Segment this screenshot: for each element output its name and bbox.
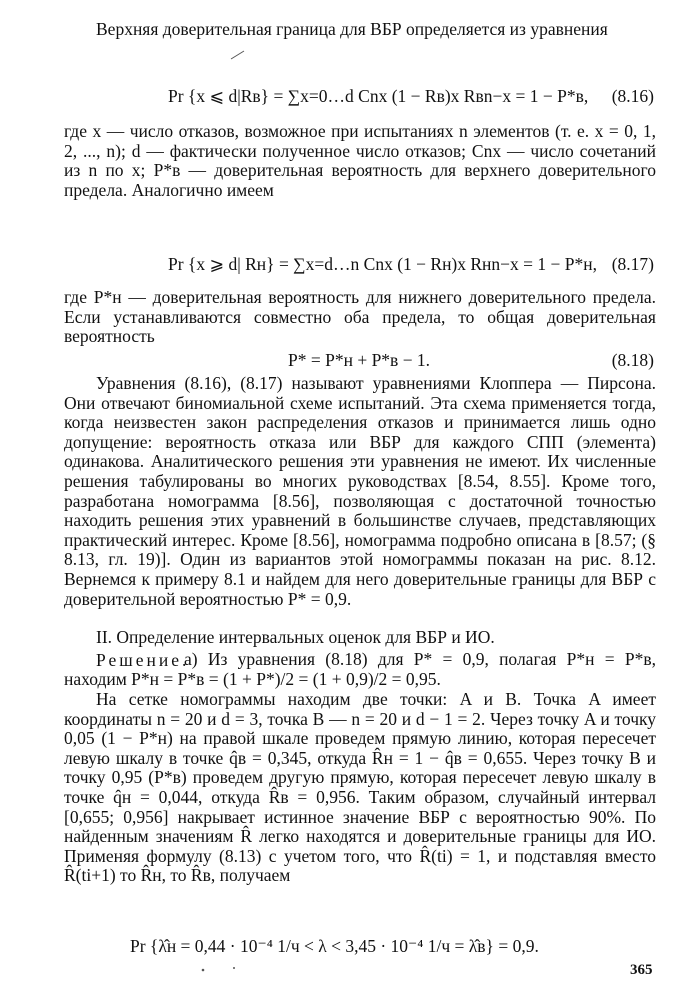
heading-section-II: II. Определение интервальных оценок для ВБР и ИО. — [96, 627, 495, 647]
equation-8-16: Pr {x ⩽ d|Rв} = ∑x=0…d Cnx (1 − Rв)x Rвn−x = 1 − P*в, — [168, 86, 589, 106]
scan-speck — [198, 962, 238, 976]
solution-label: Решение. — [96, 650, 190, 670]
paragraph-2: где x — число отказов, возможное при испытаниях n элементов (т. е. x = 0, 1, 2, ..., n); d — фактически полученное число отказов; Cnx — число сочетаний из n по x; P*в — доверительная вероятность для верхнего доверительного предела. Аналогично имеем — [64, 121, 656, 200]
paragraph-4: Уравнения (8.16), (8.17) называют уравнениями Клоппера — Пирсона. Они отвечают биномиальной схеме испытаний. Эта схема применяется тогда, когда неизвестен закон распределения отказов и принимается лишь одно допущение: вероятность отказа или ВБР для каждого СПП (элемента) одинакова. Аналитического решения эти уравнения не имеют. Их численные решения табулированы во многих руководствах [8.54, 8.55]. Кроме того, разработана номограмма [8.56], позволяющая с достаточной точностью находить решения этих уравнений в большинстве случаев, представляющих практический интерес. Кроме [8.56], номограмма подробно описана в [8.57; (§ 8.13, гл. 19)]. Один из вариантов этой номограммы показан на рис. 8.12. Вернемся к примеру 8.1 и найдем для него доверительные границы для ВБР с доверительной вероятностью P* = 0,9. — [64, 373, 656, 609]
equation-8-17: Pr {x ⩾ d| Rн} = ∑x=d…n Cnx (1 − Rн)x Rнn−x = 1 − P*н, — [168, 254, 598, 274]
scan-speck — [230, 50, 246, 60]
paragraph-3: где P*н — доверительная вероятность для нижнего доверительного предела. Если устанавливаются совместно оба предела, то общая доверительная вероятность — [64, 287, 656, 347]
page-number: 365 — [630, 962, 653, 978]
paragraph-6: На сетке номограммы находим две точки: A и B. Точка A имеет координаты n = 20 и d = 3, точка B — n = 20 и d − 1 = 2. Через точку A и точку 0,05 (1 − P*н) на правой шкале проведем прямую линию, которая пересечет левую шкалу в точке q̂в = 0,345, откуда R̂н = 1 − q̂в = 0,655. Через точку B и точку 0,95 (P*в) проведем другую прямую, которая пересечет левую шкалу в точке q̂н = 0,044, откуда R̂в = 0,956. Таким образом, случайный интервал [0,655; 0,956] накрывает истинное значение ВБР с вероятностью 90%. По найденным значениям R̂ легко находятся и доверительные границы для ИО. Применяя формулу (8.13) с учетом того, что R̂(ti) = 1, и подставляя вместо R̂(ti+1) то R̂н, то R̂в, получаем — [64, 689, 656, 886]
equation-number-8-17: (8.17) — [611, 254, 654, 274]
equation-8-18: P* = P*н + P*в − 1. — [288, 350, 431, 370]
equation-final: Pr {λ̂н = 0,44 · 10⁻⁴ 1/ч < λ < 3,45 · 10⁻⁴ 1/ч = λ̂в} = 0,9. — [130, 936, 539, 956]
equation-number-8-16: (8.16) — [611, 86, 654, 106]
paragraph-1: Верхняя доверительная граница для ВБР определяется из уравнения — [96, 19, 608, 39]
equation-number-8-18: (8.18) — [611, 350, 654, 370]
paragraph-5: а) Из уравнения (8.18) для P* = 0,9, полагая P*н = P*в, находим P*н = P*в = (1 + P*)/2 = (1 + 0,9)/2 = 0,95. — [64, 649, 656, 689]
